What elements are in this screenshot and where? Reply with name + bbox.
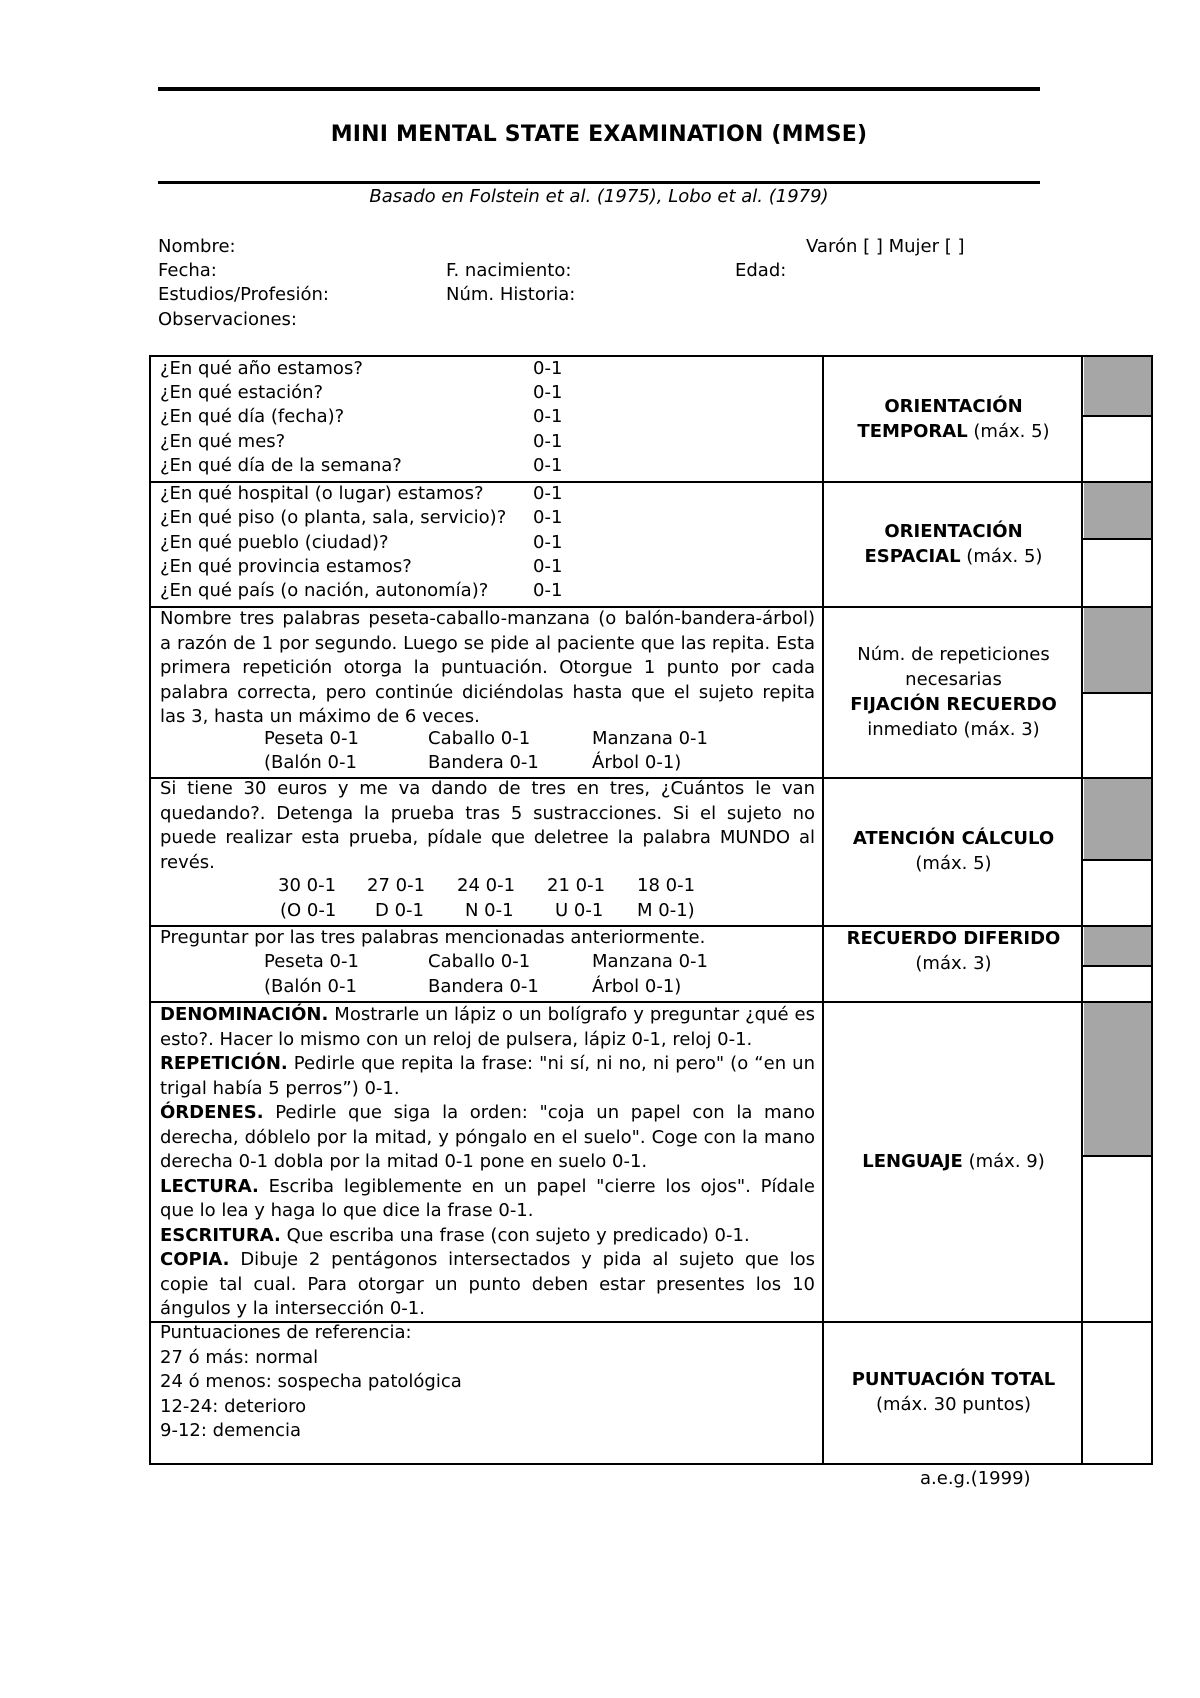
score-gray-espacial <box>1084 483 1151 538</box>
nacimiento-field: F. nacimiento: <box>446 260 572 281</box>
letter-item: M 0-1) <box>637 900 695 921</box>
question-text: ¿En qué mes? <box>160 431 286 452</box>
category-max: (máx. 3) <box>915 953 992 974</box>
category-lenguaje <box>824 1001 1083 1321</box>
score-divider <box>1083 538 1151 540</box>
question-text: ¿En qué día (fecha)? <box>160 406 345 427</box>
question-score: 0-1 <box>533 382 563 403</box>
category-max: (máx. 5) <box>973 421 1050 442</box>
category-atencion <box>824 777 1083 925</box>
score-divider <box>1083 1155 1151 1157</box>
category-title: RECUERDO DIFERIDO <box>846 928 1061 949</box>
edad-field: Edad: <box>735 260 787 281</box>
question-text: ¿En qué estación? <box>160 382 324 403</box>
word-item: Caballo 0-1 <box>428 951 531 972</box>
section-espacial <box>151 481 823 606</box>
document-subtitle: Basado en Folstein et al. (1975), Lobo et al. (1979) <box>369 186 829 207</box>
number-item: 27 0-1 <box>367 875 426 896</box>
item-label: LECTURA. <box>160 1175 259 1197</box>
instruction-text: Nombre tres palabras peseta-caballo-manzana (o balón-bandera-árbol) a razón de 1 por segundo. Luego se pide al paciente que las repita. Esta primera repetición otorga la puntuación. Otorgue 1 punto por cada palabra correcta, pero continúe diciéndolas hasta que el sujeto repita las 3, hasta un máximo de 6 veces. <box>160 608 815 727</box>
lenguaje-item <box>160 1175 815 1224</box>
word-item: Árbol 0-1) <box>592 976 682 997</box>
word-item: (Balón 0-1 <box>264 752 357 773</box>
category-fijacion <box>824 606 1083 777</box>
footer-credit: a.e.g.(1999) <box>920 1468 1031 1489</box>
category-max: (máx. 5) <box>966 545 1043 567</box>
category-title: PUNTUACIÓN TOTAL <box>851 1369 1056 1390</box>
score-gray-lenguaje <box>1084 1003 1151 1155</box>
score-divider <box>1083 415 1151 417</box>
number-item: 18 0-1 <box>637 875 696 896</box>
word-item: (Balón 0-1 <box>264 976 357 997</box>
item-text: Que escriba una frase (con sujeto y predicado) 0-1. <box>280 1224 750 1246</box>
score-gray-atencion <box>1084 779 1151 859</box>
category-title: TEMPORAL <box>857 421 968 442</box>
category-diferido <box>824 925 1083 1001</box>
top-rule <box>158 87 1040 91</box>
reference-line: 9-12: demencia <box>160 1420 302 1441</box>
word-item: Bandera 0-1 <box>428 752 539 773</box>
lenguaje-item <box>160 1052 815 1101</box>
number-item: 30 0-1 <box>278 875 337 896</box>
sexo-field: Varón [ ] Mujer [ ] <box>806 236 965 257</box>
score-divider <box>1083 692 1151 694</box>
item-label: ESCRITURA. <box>160 1224 281 1246</box>
word-item: Peseta 0-1 <box>264 951 359 972</box>
lenguaje-item <box>160 1248 815 1322</box>
question-text: ¿En qué hospital (o lugar) estamos? <box>160 483 484 504</box>
question-score: 0-1 <box>533 431 563 452</box>
item-label: REPETICIÓN. <box>160 1053 288 1074</box>
category-title: ATENCIÓN CÁLCULO <box>852 828 1055 849</box>
lenguaje-item <box>160 1101 815 1175</box>
reference-line: 12-24: deterioro <box>160 1396 307 1417</box>
category-espacial <box>824 481 1083 606</box>
question-score: 0-1 <box>533 532 563 553</box>
category-max: (máx. 30 puntos) <box>875 1394 1031 1415</box>
item-text: Pedirle que siga la orden: "coja un papel con la mano derecha, dóblelo por la mitad, y póngalo en el suelo". Coge con la mano derecha 0-1 dobla por la mitad 0-1 pone en suelo 0-1. <box>160 1102 815 1172</box>
observaciones-field: Observaciones: <box>158 309 297 330</box>
item-label: COPIA. <box>160 1249 230 1270</box>
word-item: Manzana 0-1 <box>592 728 709 749</box>
question-text: ¿En qué piso (o planta, sala, servicio)? <box>160 507 507 528</box>
section-diferido <box>151 925 823 1001</box>
question-score: 0-1 <box>533 406 563 427</box>
section-total <box>151 1321 823 1463</box>
word-item: Peseta 0-1 <box>264 728 359 749</box>
historia-field: Núm. Historia: <box>446 284 576 305</box>
category-max: (máx. 9) <box>968 1150 1045 1172</box>
question-score: 0-1 <box>533 507 563 528</box>
lenguaje-instructions <box>160 1003 815 1322</box>
category-temporal <box>824 357 1083 481</box>
reference-line: 27 ó más: normal <box>160 1347 319 1368</box>
category-title: ORIENTACIÓN <box>884 396 1023 417</box>
question-score: 0-1 <box>533 556 563 577</box>
section-temporal <box>151 357 823 481</box>
question-score: 0-1 <box>533 455 563 476</box>
score-gray-diferido <box>1084 927 1151 965</box>
instruction-text: Si tiene 30 euros y me va dando de tres en tres, ¿Cuántos le van quedando?. Detenga la prueba tras 5 sustracciones. Si el sujeto no puede realizar esta prueba, pídale que deletree la palabra MUNDO al revés. <box>160 778 815 873</box>
question-score: 0-1 <box>533 483 563 504</box>
item-text: Escriba legiblemente en un papel "cierre los ojos". Pídale que lo lea y haga lo que dice la frase 0-1. <box>160 1175 815 1221</box>
lenguaje-item <box>160 1224 815 1249</box>
question-text: ¿En qué país (o nación, autonomía)? <box>160 580 489 601</box>
title-rule <box>158 181 1040 184</box>
category-max: (máx. 5) <box>915 853 992 874</box>
number-item: 21 0-1 <box>547 875 606 896</box>
section-atencion <box>151 777 823 925</box>
score-gray-fijacion <box>1084 608 1151 692</box>
letter-item: (O 0-1 <box>280 900 337 921</box>
mmse-table <box>149 355 1153 1465</box>
category-title: FIJACIÓN RECUERDO <box>850 693 1057 715</box>
category-title: ESPACIAL <box>864 545 961 567</box>
section-lenguaje <box>151 1001 823 1321</box>
category-title: LENGUAJE <box>862 1150 963 1172</box>
estudios-field: Estudios/Profesión: <box>158 284 329 305</box>
category-total <box>824 1321 1083 1463</box>
item-text: Dibuje 2 pentágonos intersectados y pida al sujeto que los copie tal cual. Para otorgar un punto deben estar presentes los 10 ángulos y la intersección 0-1. <box>160 1249 815 1319</box>
reference-line: 24 ó menos: sospecha patológica <box>160 1371 462 1392</box>
fecha-field: Fecha: <box>158 260 217 281</box>
question-text: ¿En qué pueblo (ciudad)? <box>160 532 389 553</box>
word-item: Árbol 0-1) <box>592 752 682 773</box>
number-item: 24 0-1 <box>457 875 516 896</box>
score-divider <box>1083 859 1151 861</box>
section-fijacion <box>151 606 823 777</box>
category-title: ORIENTACIÓN <box>884 520 1023 542</box>
question-score: 0-1 <box>533 580 563 601</box>
item-label: ÓRDENES. <box>160 1102 264 1123</box>
document-title: MINI MENTAL STATE EXAMINATION (MMSE) <box>330 122 868 147</box>
instruction-text: Preguntar por las tres palabras mencionadas anteriormente. <box>160 927 706 948</box>
letter-item: D 0-1 <box>375 900 424 921</box>
item-text: Mostrarle un lápiz o un bolígrafo y preguntar ¿qué es esto?. Hacer lo mismo con un reloj de pulsera, lápiz 0-1, reloj 0-1. <box>160 1004 815 1050</box>
word-item: Caballo 0-1 <box>428 728 531 749</box>
score-gray-temporal <box>1084 357 1151 415</box>
nombre-field: Nombre: <box>158 236 236 257</box>
word-item: Bandera 0-1 <box>428 976 539 997</box>
letter-item: U 0-1 <box>555 900 604 921</box>
question-text: ¿En qué año estamos? <box>160 358 363 379</box>
score-divider <box>1083 965 1151 967</box>
question-text: ¿En qué día de la semana? <box>160 455 402 476</box>
question-score: 0-1 <box>533 358 563 379</box>
lenguaje-item <box>160 1003 815 1052</box>
category-max: inmediato (máx. 3) <box>867 718 1040 740</box>
category-text: Núm. de repeticiones <box>857 643 1050 665</box>
item-label: DENOMINACIÓN. <box>160 1004 329 1025</box>
item-text: Pedirle que repita la frase: "ni sí, ni no, ni pero" (o “en un trigal había 5 perros”) 0-1. <box>160 1053 815 1099</box>
reference-line: Puntuaciones de referencia: <box>160 1322 412 1343</box>
letter-item: N 0-1 <box>465 900 514 921</box>
question-text: ¿En qué provincia estamos? <box>160 556 412 577</box>
category-text: necesarias <box>905 668 1002 690</box>
word-item: Manzana 0-1 <box>592 951 709 972</box>
